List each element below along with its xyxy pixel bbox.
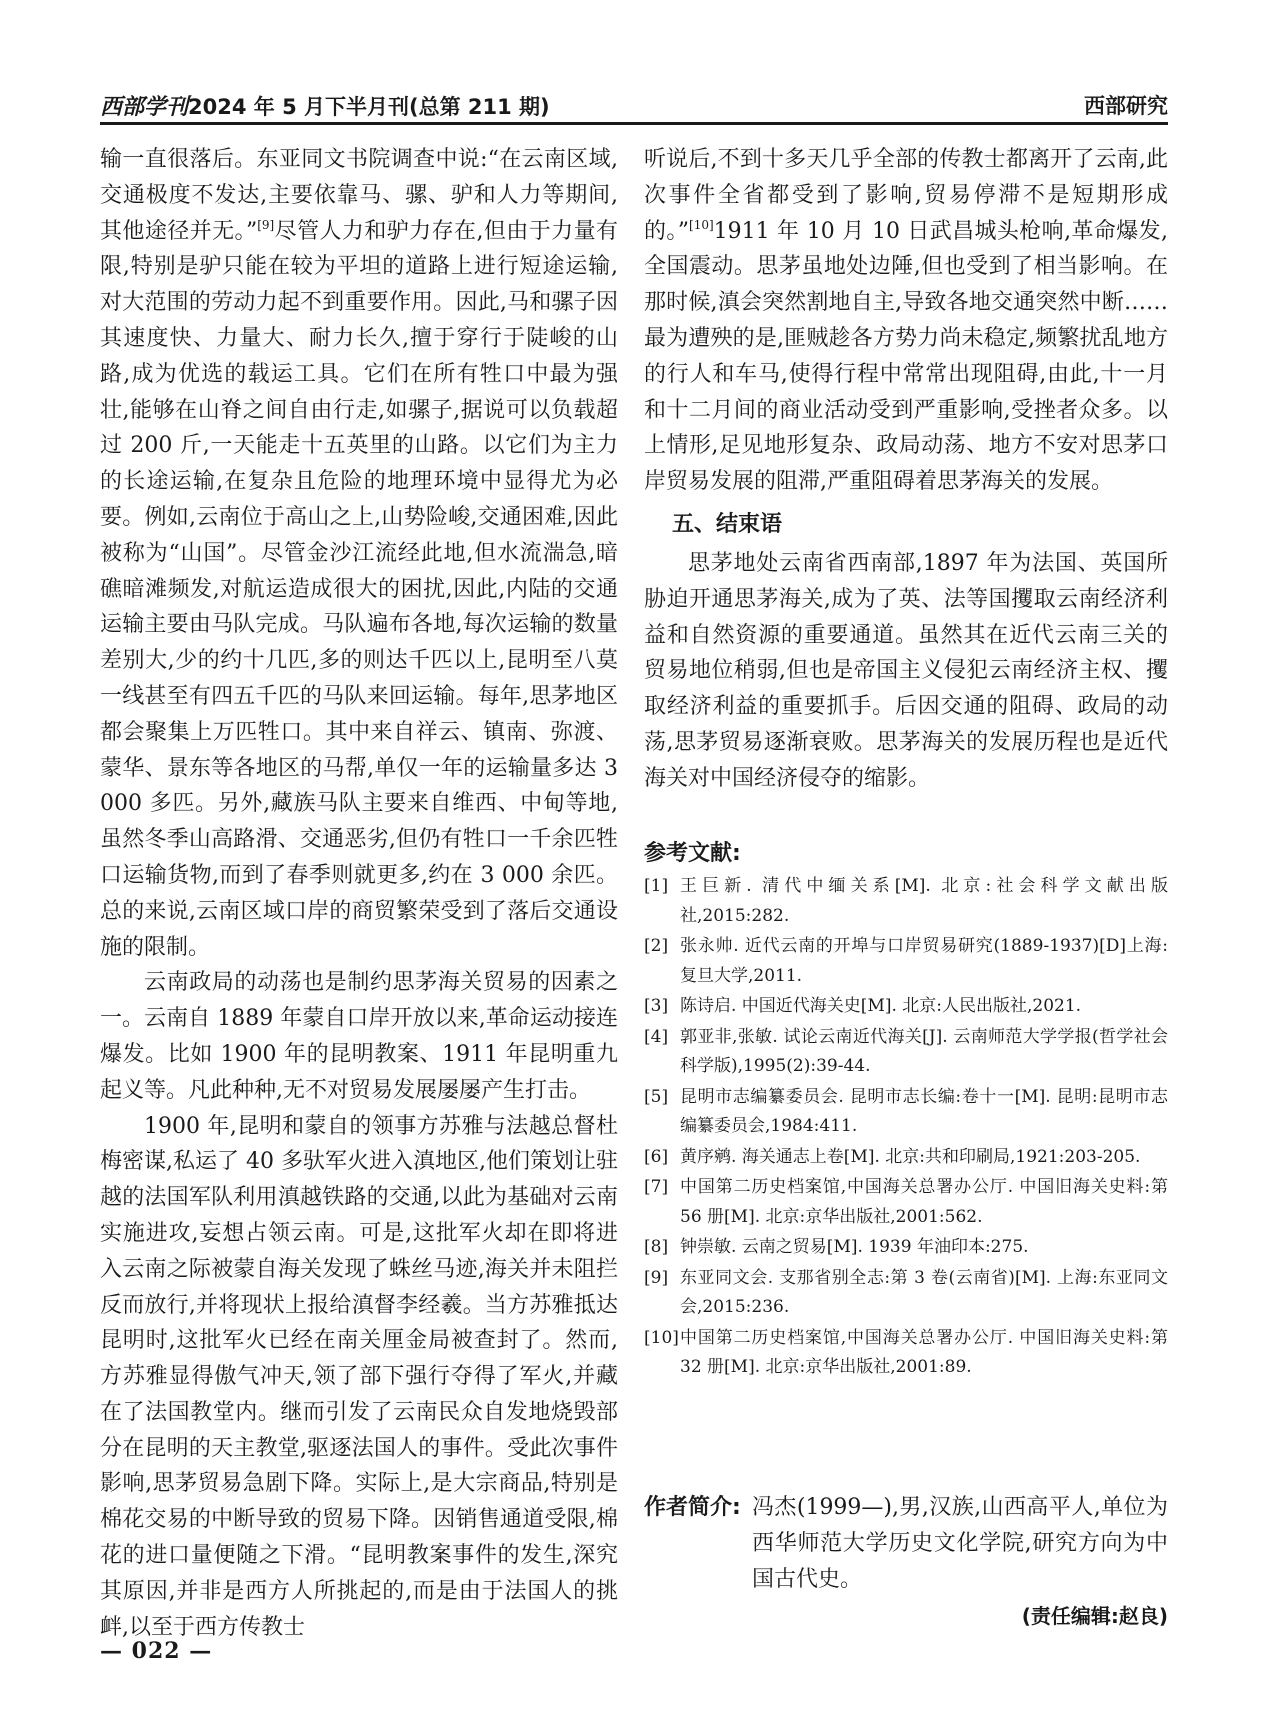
reference-number: [8] <box>644 1237 669 1257</box>
paragraph-conclusion: 思茅地处云南省西南部,1897 年为法国、英国所胁迫开通思茅海关,成为了英、法等国攫取云南经济利益和自然资源的重要通道。虽然其在近代云南三关的贸易地位稍弱,但也是帝国主义侵犯云南经济主权、攫取经济利益的重要抓手。后因交通的阻碍、政局的动荡,思茅贸易逐渐衰败。思茅海关的发展历程也是近代海关对中国经济侵夺的缩影。 <box>644 550 1168 791</box>
citation-10: [10] <box>689 217 714 232</box>
reference-text: 钟崇敏. 云南之贸易[M]. 1939 年油印本:275. <box>680 1237 1029 1257</box>
citation-9: [9] <box>257 217 275 232</box>
reference-number: [6] <box>644 1146 669 1167</box>
right-column <box>644 142 1168 797</box>
author-bio-label: 作者简介: <box>644 1495 741 1520</box>
text-span: 1911 年 10 月 10 日武昌城头枪响,革命爆发,全国震动。思茅虽地处边陲,但也受到了相当影响。在那时候,滇会突然割地自主,导致各地交通突然中断……最为遭殃的是,匪贼趁各方势力尚未稳定,频繁扰乱地方的行人和车马,使得行程中常常出现阻碍,由此,十一月和十二月间的商业活动受到严重影响,受挫者众多。以上情形,足见地形复杂、政局动荡、地方不安对思茅口岸贸易发展的阻滞,严重阻碍着思茅海关的发展。 <box>644 218 1168 495</box>
section-label: 西部研究 <box>1084 94 1168 118</box>
reference-text: 陈诗启. 中国近代海关史[M]. 北京:人民出版社,2021. <box>680 996 1082 1016</box>
reference-text: 张永帅. 近代云南的开埠与口岸贸易研究(1889-1937)[D]上海:复旦大学,2011. <box>680 936 1168 986</box>
reference-number: [10] <box>644 1327 679 1348</box>
paragraph-1911 <box>644 142 1168 500</box>
page-number: — 022 — <box>100 1638 213 1664</box>
journal-logo: 西部学刊 <box>100 94 189 120</box>
running-header <box>100 90 1168 124</box>
reference-item <box>644 992 1168 1022</box>
reference-text: 中国第二历史档案馆,中国海关总署办公厅. 中国旧海关史料:第 56 册[M]. 北京:京华出版社,2001:562. <box>680 1177 1168 1227</box>
reference-item <box>644 1083 1168 1142</box>
reference-number: [5] <box>644 1086 669 1107</box>
reference-text: 昆明市志编纂委员会. 昆明市志长编:卷十一[M]. 昆明:昆明市志编纂委员会,1984:411. <box>680 1086 1168 1136</box>
reference-item <box>644 872 1168 931</box>
paragraph-politics: 云南政局的动荡也是制约思茅海关贸易的因素之一。云南自 1889 年蒙自口岸开放以来,革命运动接连爆发。比如 1900 年的昆明教案、1911 年昆明重九起义等。凡此种种,无不对贸易发展屡屡产生打击。 <box>100 970 618 1103</box>
reference-number: [1] <box>644 876 669 896</box>
paragraph-1900: 1900 年,昆明和蒙自的领事方苏雅与法越总督杜梅密谋,私运了 40 多驮军火进入滇地区,他们策划让驻越的法国军队利用滇越铁路的交通,以此为基础对云南实施进攻,妄想占领云南。可是,这批军火却在即将进入云南之际被蒙自海关发现了蛛丝马迹,海关并未阻拦反而放行,并将现状上报给滇督李经羲。当方苏雅抵达昆明时,这批军火已经在南关厘金局被查封了。然而,方苏雅显得傲气冲天,领了部下强行夺得了军火,并藏在了法国教堂内。继而引发了云南民众自发地烧毁部分在昆明的天主教堂,驱逐法国人的事件。受此次事件影响,思茅贸易急剧下降。实际上,是大宗商品,特别是棉花交易的中断导致的贸易下降。因销售通道受限,棉花的进口量便随之下滑。“昆明教案事件的发生,深究其原因,并非是西方人所挑起的,而是由于法国人的挑衅,以至于西方传教士 <box>100 1113 618 1640</box>
author-bio-text: 冯杰(1999—),男,汉族,山西高平人,单位为西华师范大学历史文化学院,研究方向为中国古代史。 <box>752 1495 1168 1592</box>
paragraph-transport <box>100 142 618 965</box>
header-divider <box>100 122 1168 125</box>
reference-number: [2] <box>644 936 669 956</box>
references-list <box>644 872 1168 1384</box>
reference-text: 东亚同文会. 支那省别全志:第 3 卷(云南省)[M]. 上海:东亚同文会,2015:236. <box>680 1267 1168 1317</box>
reference-item <box>644 1233 1168 1263</box>
author-bio <box>644 1490 1168 1598</box>
left-column <box>100 142 618 1645</box>
reference-number: [9] <box>644 1267 669 1288</box>
reference-text: 王巨新. 清代中缅关系[M]. 北京:社会科学文献出版社,2015:282. <box>680 876 1168 926</box>
reference-item <box>644 1264 1168 1323</box>
reference-item <box>644 1324 1168 1383</box>
section-heading-conclusion: 五、结束语 <box>672 511 783 537</box>
reference-number: [4] <box>644 1026 669 1047</box>
reference-item <box>644 932 1168 991</box>
reference-item <box>644 1023 1168 1082</box>
journal-header-left <box>100 90 550 121</box>
reference-item <box>644 1143 1168 1173</box>
responsible-editor: (责任编辑:赵良) <box>1021 1604 1168 1628</box>
reference-number: [7] <box>644 1177 669 1197</box>
text-span: 听说后,不到十多天几乎全部的传教士都离开了云南,此次事件全省都受到了影响,贸易停滞不是短期形成的。” <box>644 147 1168 244</box>
reference-number: [3] <box>644 996 669 1016</box>
reference-text: 郭亚非,张敏. 试论云南近代海关[J]. 云南师范大学学报(哲学社会科学版),1995(2):39-44. <box>680 1026 1168 1076</box>
references-heading: 参考文献: <box>644 841 741 866</box>
reference-text: 黄序鹓. 海关通志上卷[M]. 北京:共和印刷局,1921:203-205. <box>680 1146 1141 1167</box>
reference-text: 中国第二历史档案馆,中国海关总署办公厅. 中国旧海关史料:第 32 册[M]. 北京:京华出版社,2001:89. <box>680 1327 1168 1377</box>
text-span: 尽管人力和驴力存在,但由于力量有限,特别是驴只能在较为平坦的道路上进行短途运输,对大范围的劳动力起不到重要作用。因此,马和骡子因其速度快、力量大、耐力长久,擅于穿行于陡峻的山路,成为优选的载运工具。它们在所有牲口中最为强壮,能够在山脊之间自由行走,如骡子,据说可以负载超过 200 斤,一天能走十五英里的山路。以它们为主力的长途运输,在复杂且危险的地理环境中显得尤为必要。例如,云南位于高山之上,山势险峻,交通困难,因此被称为“山国”。尽管金沙江流经此地,但水流湍急,暗礁暗滩频发,对航运造成很大的困扰,因此,内陆的交通运输主要由马队完成。马队遍布各地,每次运输的数量差别大,少的约十几匹,多的则达千匹以上,昆明至八莫一线甚至有四五千匹的马队来回运输。每年,思茅地区都会聚集上万匹牲口。其中来自祥云、镇南、弥渡、蒙华、景东等各地区的马帮,单仅一年的运输量多达 3 000 多匹。另外,藏族马队主要来自维西、中甸等地,虽然冬季山高路滑、交通恶劣,但仍有牲口一千余匹牲口运输货物,而到了春季则就更多,约在 3 000 余匹。总的来说,云南区域口岸的商贸繁荣受到了落后交通设施的限制。 <box>100 218 618 960</box>
issue-info: 2024 年 5 月下半月刊(总第 211 期) <box>188 95 550 119</box>
reference-item <box>644 1173 1168 1232</box>
text-span: 输一直很落后。东亚同文书院调查中说:“在云南区域,交通极度不发达,主要依靠马、骡、驴和人力等期间,其他途径并无。” <box>100 147 618 244</box>
